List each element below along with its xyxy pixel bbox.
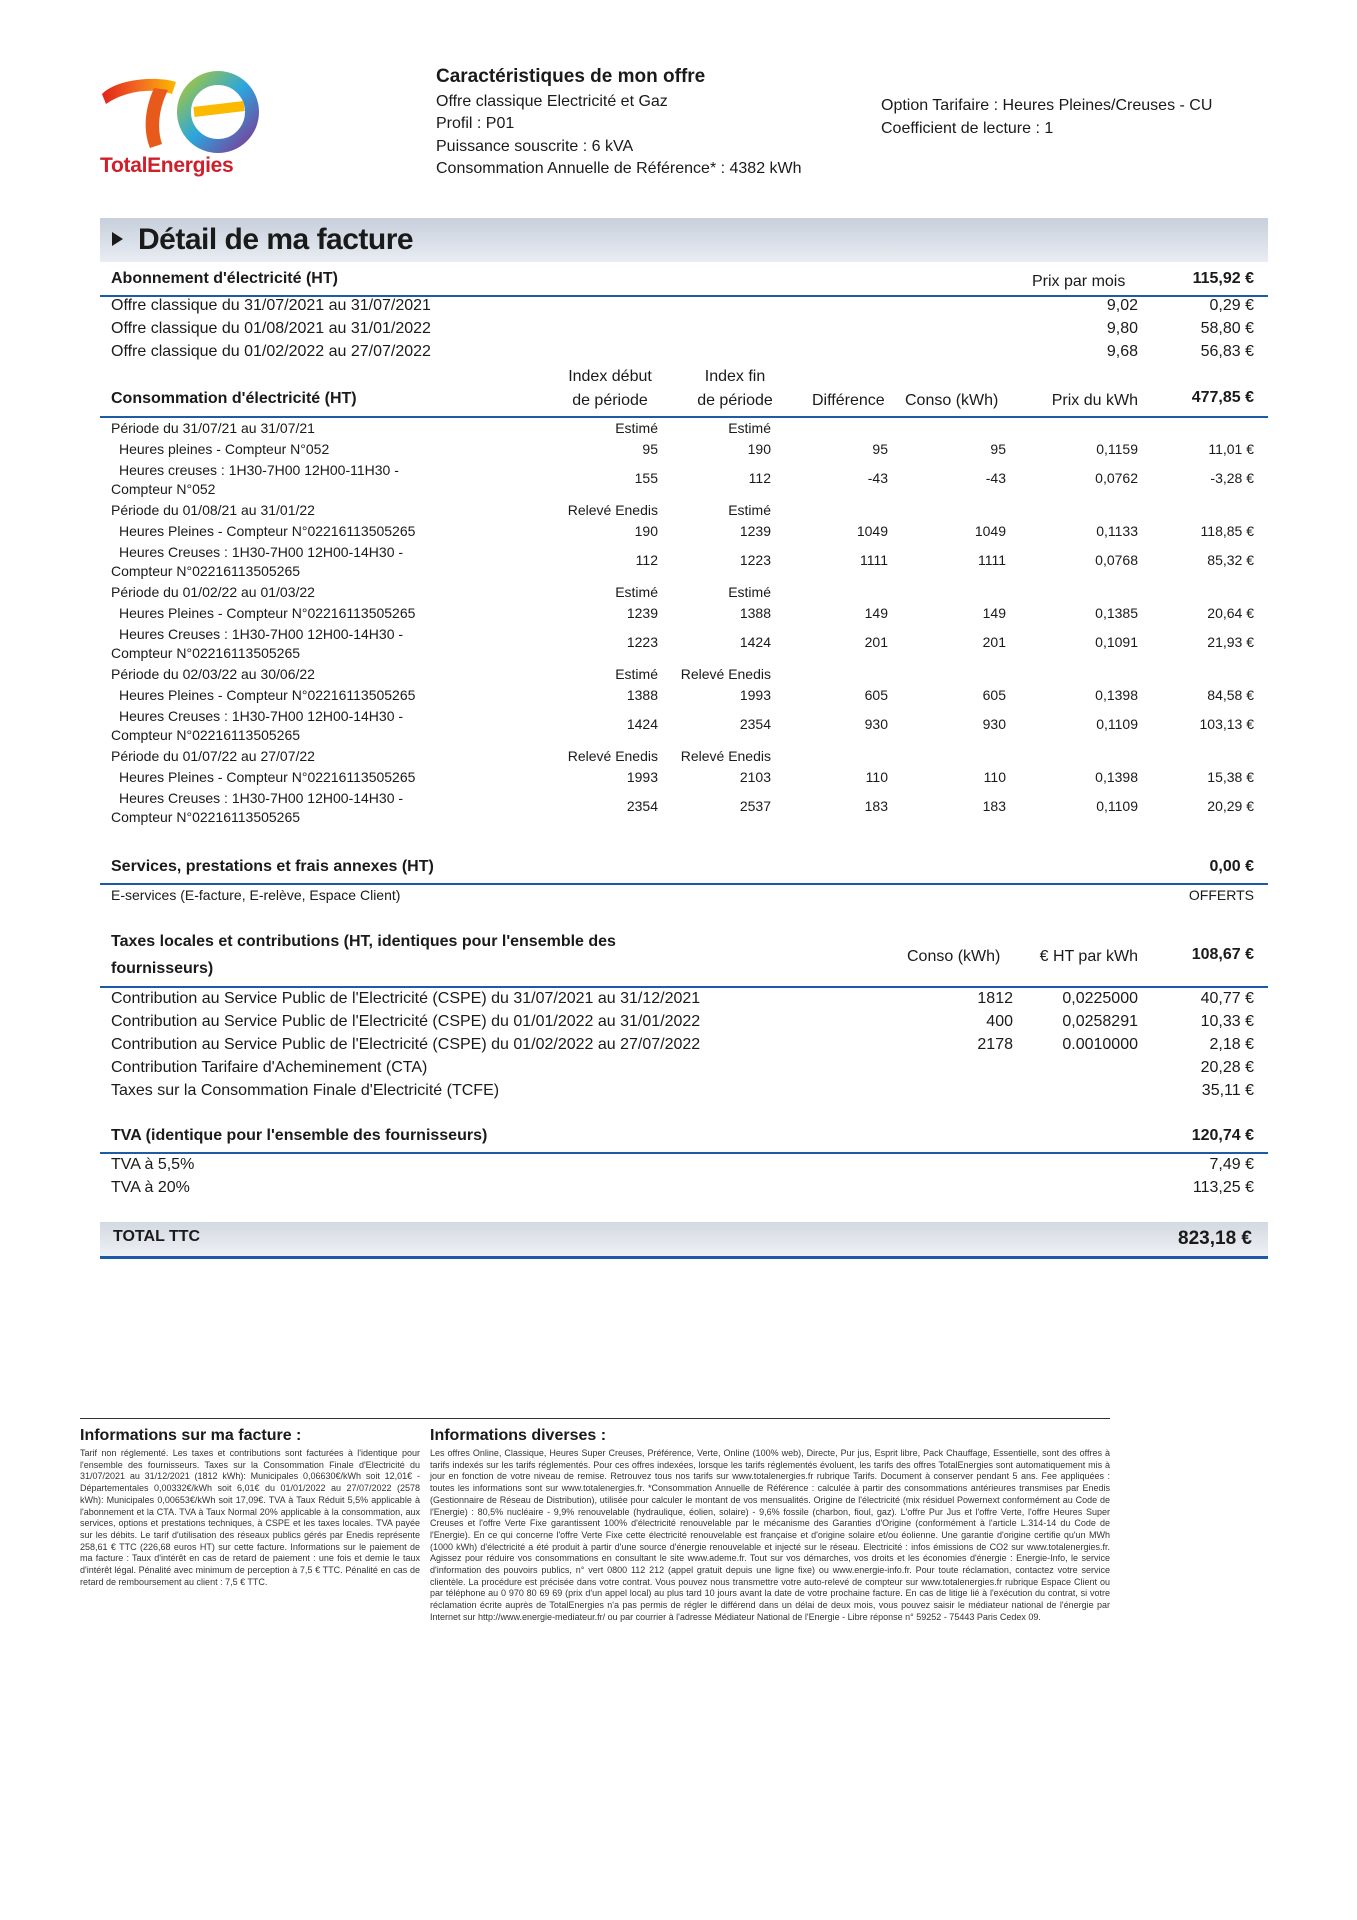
col-index-fin-l1: Index fin xyxy=(704,368,766,385)
tax-row-label: Contribution au Service Public de l'Electricité (CSPE) du 31/07/2021 au 31/12/2021 xyxy=(111,990,701,1007)
consommation-total: 477,85 € xyxy=(1191,389,1254,406)
conso-kwh: -43 xyxy=(985,470,1006,486)
tva-row-label: TVA à 5,5% xyxy=(111,1156,195,1173)
col-index-fin-l2: de période xyxy=(697,392,773,409)
tax-row-conso: 1812 xyxy=(977,990,1013,1007)
taxes-col-conso: Conso (kWh) xyxy=(907,948,1001,965)
conso-amount: 20,64 € xyxy=(1207,605,1254,621)
services-line: E-services (E-facture, E-relève, Espace Client) xyxy=(111,887,401,903)
conso-amount: 21,93 € xyxy=(1207,634,1254,650)
conso-index-debut: 1388 xyxy=(626,687,658,703)
footer-left-title: Informations sur ma facture : xyxy=(80,1427,302,1444)
divider xyxy=(100,1152,1268,1154)
tax-row-conso: 400 xyxy=(986,1013,1013,1030)
period-index-debut-type: Estimé xyxy=(615,666,658,682)
abonnement-row-amount: 58,80 € xyxy=(1200,320,1254,337)
conso-price: 0,1398 xyxy=(1095,769,1138,785)
period-label: Période du 01/02/22 au 01/03/22 xyxy=(111,584,315,600)
services-total: 0,00 € xyxy=(1209,858,1254,875)
period-index-debut-type: Estimé xyxy=(615,420,658,436)
total-band xyxy=(100,1222,1268,1256)
conso-amount: 85,32 € xyxy=(1207,552,1254,568)
abonnement-total: 115,92 € xyxy=(1192,270,1254,287)
divider xyxy=(100,883,1268,885)
abonnement-row-label: Offre classique du 01/02/2022 au 27/07/2022 xyxy=(111,343,431,360)
conso-index-fin: 1223 xyxy=(739,552,771,568)
conso-amount: 11,01 € xyxy=(1208,441,1254,457)
conso-index-fin: 190 xyxy=(747,441,771,457)
tax-row-label: Contribution Tarifaire d'Acheminement (CTA) xyxy=(111,1059,428,1076)
conso-price: 0,1109 xyxy=(1096,798,1138,814)
col-index-debut-l1: Index début xyxy=(568,368,652,385)
tax-row-amount: 2,18 € xyxy=(1209,1036,1254,1053)
period-label: Période du 01/07/22 au 27/07/22 xyxy=(111,748,315,764)
period-label: Période du 01/08/21 au 31/01/22 xyxy=(111,502,315,518)
tax-row-amount: 35,11 € xyxy=(1201,1082,1254,1099)
conso-kwh: 183 xyxy=(982,798,1006,814)
divider xyxy=(100,1256,1268,1259)
conso-index-fin: 1388 xyxy=(739,605,771,621)
conso-index-fin: 1993 xyxy=(739,687,771,703)
footer-billing-info xyxy=(80,1426,420,1588)
period-label: Période du 02/03/22 au 30/06/22 xyxy=(111,666,315,682)
period-index-debut-type: Estimé xyxy=(615,584,658,600)
total-label: TOTAL TTC xyxy=(113,1228,201,1245)
tva-row-label: TVA à 20% xyxy=(111,1179,190,1196)
offer-line: Offre classique Electricité et Gaz xyxy=(436,92,668,110)
offer-title: Caractéristiques de mon offre xyxy=(436,66,706,87)
conso-line-meter: Compteur N°02216113505265 xyxy=(111,563,301,579)
taxes-total: 108,67 € xyxy=(1191,946,1254,963)
divider xyxy=(100,986,1268,988)
conso-line-meter: Compteur N°02216113505265 xyxy=(111,809,301,825)
conso-line-label: Heures Pleines - Compteur N°02216113505265 xyxy=(119,523,416,539)
tax-row-conso: 2178 xyxy=(977,1036,1013,1053)
conso-kwh: 1111 xyxy=(977,552,1006,568)
brand-name: TotalEnergies xyxy=(100,154,234,177)
conso-index-fin: 1424 xyxy=(739,634,771,650)
tax-row-price: 0.0010000 xyxy=(1062,1036,1138,1053)
conso-index-fin: 2354 xyxy=(739,716,771,732)
conso-kwh: 605 xyxy=(982,687,1006,703)
conso-index-debut: 1239 xyxy=(626,605,658,621)
col-prix: Prix du kWh xyxy=(1051,392,1138,409)
conso-index-debut: 2354 xyxy=(626,798,658,814)
conso-index-debut: 95 xyxy=(642,441,658,457)
conso-kwh: 1049 xyxy=(974,523,1006,539)
tax-row-amount: 40,77 € xyxy=(1200,990,1254,1007)
taxes-title-l1: Taxes locales et contributions (HT, identiques pour l'ensemble des xyxy=(111,933,616,950)
conso-price: 0,1159 xyxy=(1096,441,1138,457)
conso-difference: 1111 xyxy=(859,552,888,568)
conso-line-label: Heures Pleines - Compteur N°02216113505265 xyxy=(119,769,416,785)
conso-price: 0,0762 xyxy=(1095,470,1138,486)
abonnement-row-price: 9,02 xyxy=(1106,297,1138,314)
conso-line-label: Heures Creuses : 1H30-7H00 12H00-14H30 - xyxy=(119,544,404,560)
conso-line-label: Heures Pleines - Compteur N°02216113505265 xyxy=(119,687,416,703)
period-index-fin-type: Relevé Enedis xyxy=(680,748,771,764)
conso-price: 0,1109 xyxy=(1096,716,1138,732)
detail-banner xyxy=(100,218,1268,262)
conso-amount: -3,28 € xyxy=(1210,470,1254,486)
footer-right-title: Informations diverses : xyxy=(430,1427,607,1444)
abonnement-row-price: 9,68 xyxy=(1106,343,1138,360)
conso-amount: 118,85 € xyxy=(1200,523,1254,539)
total-amount: 823,18 € xyxy=(1178,1228,1252,1249)
taxes-col-prix: € HT par kWh xyxy=(1039,948,1138,965)
tax-row-price: 0,0225000 xyxy=(1062,990,1138,1007)
consommation-title: Consommation d'électricité (HT) xyxy=(111,390,357,407)
period-index-debut-type: Relevé Enedis xyxy=(567,502,658,518)
tax-row-amount: 20,28 € xyxy=(1200,1059,1254,1076)
abonnement-row-price: 9,80 xyxy=(1106,320,1138,337)
col-difference: Différence xyxy=(812,392,885,409)
conso-difference: 110 xyxy=(865,769,888,785)
abonnement-row-label: Offre classique du 01/08/2021 au 31/01/2022 xyxy=(111,320,431,337)
abonnement-row-label: Offre classique du 31/07/2021 au 31/07/2021 xyxy=(111,297,431,314)
offer-options xyxy=(881,95,1212,140)
conso-index-debut: 1424 xyxy=(626,716,658,732)
conso-amount: 15,38 € xyxy=(1207,769,1254,785)
conso-index-debut: 190 xyxy=(634,523,658,539)
footer-left-text: Tarif non réglementé. Les taxes et contributions sont facturées à l'identique pour l'ensemble des fournisseurs. Taxes sur la Consommation Finale d'Electricité du 31/07/2021 au 31/12/2021 (1812 kWh): Municipales 0,06630€/kWh soit 12,01€ - Départementales 0,00332€/kWh soit 6,01€ du 01/01/2022 au 27/07/2022 (2578 kWh): Municipales 0,00653€/kWh soit 17,09€. TVA à Taux Réduit 5,5% applicable à l'abonnement et la CTA. TVA à Taux Normal 20% applicable à la consommation, aux services, options et prestations techniques, à CSPE et les taxes locales. TVA payée sur les débits. Le tarif d'utilisation des réseaux publics gérés par Enedis représente 258,61 € TTC (226,68 euros HT) sur cette facture. Informations sur le paiement de ma facture : Taux d'intérêt en cas de retard de paiement : une fois et demie le taux d'intérêt légal. Pénalité avec minimum de perception à 7,5 € TTC. Pénalité en cas de retard de remboursement au client : 7,5 € TTC. xyxy=(80,1448,420,1587)
conso-difference: 1049 xyxy=(856,523,888,539)
conso-index-fin: 2103 xyxy=(739,769,771,785)
reading-coefficient: Coefficient de lecture : 1 xyxy=(881,119,1054,137)
tax-row-price: 0,0258291 xyxy=(1062,1013,1138,1030)
tva-title: TVA (identique pour l'ensemble des fournisseurs) xyxy=(111,1127,488,1144)
price-per-month-label: Prix par mois xyxy=(1032,273,1126,290)
conso-kwh: 149 xyxy=(982,605,1006,621)
conso-difference: 605 xyxy=(864,687,888,703)
conso-difference: 930 xyxy=(864,716,888,732)
conso-line-label: Heures Creuses : 1H30-7H00 12H00-14H30 - xyxy=(119,626,404,642)
conso-index-fin: 112 xyxy=(748,470,771,486)
col-index-debut-l2: de période xyxy=(572,392,648,409)
conso-difference: 95 xyxy=(872,441,888,457)
taxes-title-l2: fournisseurs) xyxy=(111,960,214,977)
conso-price: 0,0768 xyxy=(1095,552,1138,568)
tax-row-label: Taxes sur la Consommation Finale d'Electricité (TCFE) xyxy=(111,1082,500,1099)
offer-line: Profil : P01 xyxy=(436,115,515,132)
abonnement-row-amount: 0,29 € xyxy=(1209,297,1254,314)
conso-index-debut: 155 xyxy=(634,470,658,486)
conso-line-label: Heures Creuses : 1H30-7H00 12H00-14H30 - xyxy=(119,790,404,806)
conso-price: 0,1133 xyxy=(1096,523,1138,539)
conso-kwh: 930 xyxy=(982,716,1006,732)
conso-price: 0,1385 xyxy=(1095,605,1138,621)
conso-index-fin: 2537 xyxy=(739,798,771,814)
offer-characteristics xyxy=(436,66,802,181)
abonnement-row-amount: 56,83 € xyxy=(1200,343,1254,360)
footer-misc-info xyxy=(430,1426,1110,1624)
conso-amount: 103,13 € xyxy=(1199,716,1254,732)
conso-amount: 84,58 € xyxy=(1207,687,1254,703)
conso-line-label: Heures pleines - Compteur N°052 xyxy=(119,441,330,457)
period-label: Période du 31/07/21 au 31/07/21 xyxy=(111,420,315,436)
services-status: OFFERTS xyxy=(1188,887,1254,903)
footer-divider xyxy=(80,1418,1110,1419)
conso-line-label: Heures creuses : 1H30-7H00 12H00-11H30 - xyxy=(119,462,399,478)
conso-kwh: 201 xyxy=(982,634,1006,650)
arrow-right-icon xyxy=(112,232,123,246)
abonnement-title: Abonnement d'électricité (HT) xyxy=(111,270,338,287)
conso-index-debut: 1993 xyxy=(626,769,658,785)
conso-difference: 201 xyxy=(864,634,888,650)
conso-index-fin: 1239 xyxy=(739,523,771,539)
period-index-debut-type: Relevé Enedis xyxy=(567,748,658,764)
conso-index-debut: 112 xyxy=(635,552,658,568)
divider xyxy=(100,416,1268,418)
conso-price: 0,1398 xyxy=(1095,687,1138,703)
conso-kwh: 95 xyxy=(990,441,1006,457)
col-conso: Conso (kWh) xyxy=(905,392,999,409)
tva-row-amount: 7,49 € xyxy=(1209,1156,1254,1173)
tax-row-amount: 10,33 € xyxy=(1200,1013,1254,1030)
offer-line: Consommation Annuelle de Référence* : 4382 kWh xyxy=(436,160,802,177)
detail-title: Détail de ma facture xyxy=(138,223,414,256)
conso-difference: -43 xyxy=(867,470,888,486)
tax-row-label: Contribution au Service Public de l'Electricité (CSPE) du 01/01/2022 au 31/01/2022 xyxy=(111,1013,701,1030)
conso-amount: 20,29 € xyxy=(1207,798,1254,814)
tva-row-amount: 113,25 € xyxy=(1192,1179,1254,1196)
conso-price: 0,1091 xyxy=(1095,634,1138,650)
footer-right-text: Les offres Online, Classique, Heures Super Creuses, Préférence, Verte, Online (100% web), Directe, Pur jus, Esprit libre, Pack Chauffage, Essentielle, sont des offres à tarifs indexés sur les tarifs réglementés. Pour ces offres indexées, lorsque les tarifs réglementés évoluent, les tarifs des offres TotalEnergies sont automatiquement mis à jour en fonction de votre niveau de remise. Retrouvez tous nos tarifs sur www.totalenergies.fr rubrique Tarifs. Document à conserver pendant 5 ans. Fee appliquées : toutes les informations sont sur www.totalenergies.fr. *Consommation Annuelle de Référence : calculée à partir des consommations antérieures transmises par Enedis (Gestionnaire de Réseau de Distribution), utilisée pour calculer le montant de vos mensualités. Origine de l'électricité (mix résiduel Powernext conformément au Code de l'Energie) : 80,5% nucléaire - 9,9% renouvelable (hydraulique, éolien, solaire) - 9,6% fossile (charbon, fioul, gaz). L'offre Pur Jus et l'offre Verte, l'offre Heures Super Creuses et l'offre Verte Fixe garantissent 100% d'électricité renouvelable par le mécanisme des Garanties d'Origine (conformément à l'article L.314-14 du Code de l'Energie). En ce qui concerne l'offre Verte Fixe cette électricité renouvelable est française et d'origine solaire et/ou éolienne. Une garantie d'origine certifie qu'un MWh (1000 kWh) d'électricité a été produit à partir d'une source d'énergie renouvelable et injecté sur le réseau. Electricité : infos émissions de CO2 sur www.totalenergies.fr. Agissez pour réduire vos consommations en consultant le site www.ademe.fr. Tout sur vos démarches, vos droits et les économies d'énergie : Energie-Info, le service d'information des pouvoirs publics, n° vert 0800 112 212 (appel gratuit depuis une ligne fixe) ou www.energie-info.fr. Pour toute réclamation, contactez votre service clientèle. La procédure est précisée dans votre contrat. Vous pouvez nous transmettre votre auto-relevé de compteur sur www.totalenergies.fr rubrique Espace Client ou par téléphone au 0 970 80 69 69 (prix d'un appel local) au plus tard 10 jours avant la date de votre prochaine facture. En cas de litige lié à l'exécution du contrat, si votre réclamation écrite auprès de TotalEnergies n'a pas permis de régler le différend dans un délai de deux mois, vous pouvez saisir le médiateur national de l'énergie par Internet sur http://www.energie-mediateur.fr/ ou par courrier à l'adresse Médiateur National de l'Energie - Libre réponse n° 59252 - 75443 Paris Cedex 09. xyxy=(430,1448,1110,1622)
period-index-fin-type: Estimé xyxy=(728,502,771,518)
period-index-fin-type: Estimé xyxy=(728,420,771,436)
tariff-option: Option Tarifaire : Heures Pleines/Creuses - CU xyxy=(881,97,1213,114)
conso-line-label: Heures Creuses : 1H30-7H00 12H00-14H30 - xyxy=(119,708,404,724)
period-index-fin-type: Estimé xyxy=(728,584,771,600)
conso-difference: 183 xyxy=(864,798,888,814)
offer-line: Puissance souscrite : 6 kVA xyxy=(436,137,634,155)
tva-total: 120,74 € xyxy=(1191,1127,1254,1144)
conso-line-meter: Compteur N°02216113505265 xyxy=(111,727,301,743)
conso-kwh: 110 xyxy=(983,769,1006,785)
services-title: Services, prestations et frais annexes (HT) xyxy=(111,858,434,875)
conso-index-debut: 1223 xyxy=(626,634,658,650)
period-index-fin-type: Relevé Enedis xyxy=(680,666,771,682)
conso-difference: 149 xyxy=(864,605,888,621)
conso-line-label: Heures Pleines - Compteur N°02216113505265 xyxy=(119,605,416,621)
conso-line-meter: Compteur N°052 xyxy=(111,481,216,497)
tax-row-label: Contribution au Service Public de l'Electricité (CSPE) du 01/02/2022 au 27/07/2022 xyxy=(111,1036,701,1053)
conso-line-meter: Compteur N°02216113505265 xyxy=(111,645,301,661)
